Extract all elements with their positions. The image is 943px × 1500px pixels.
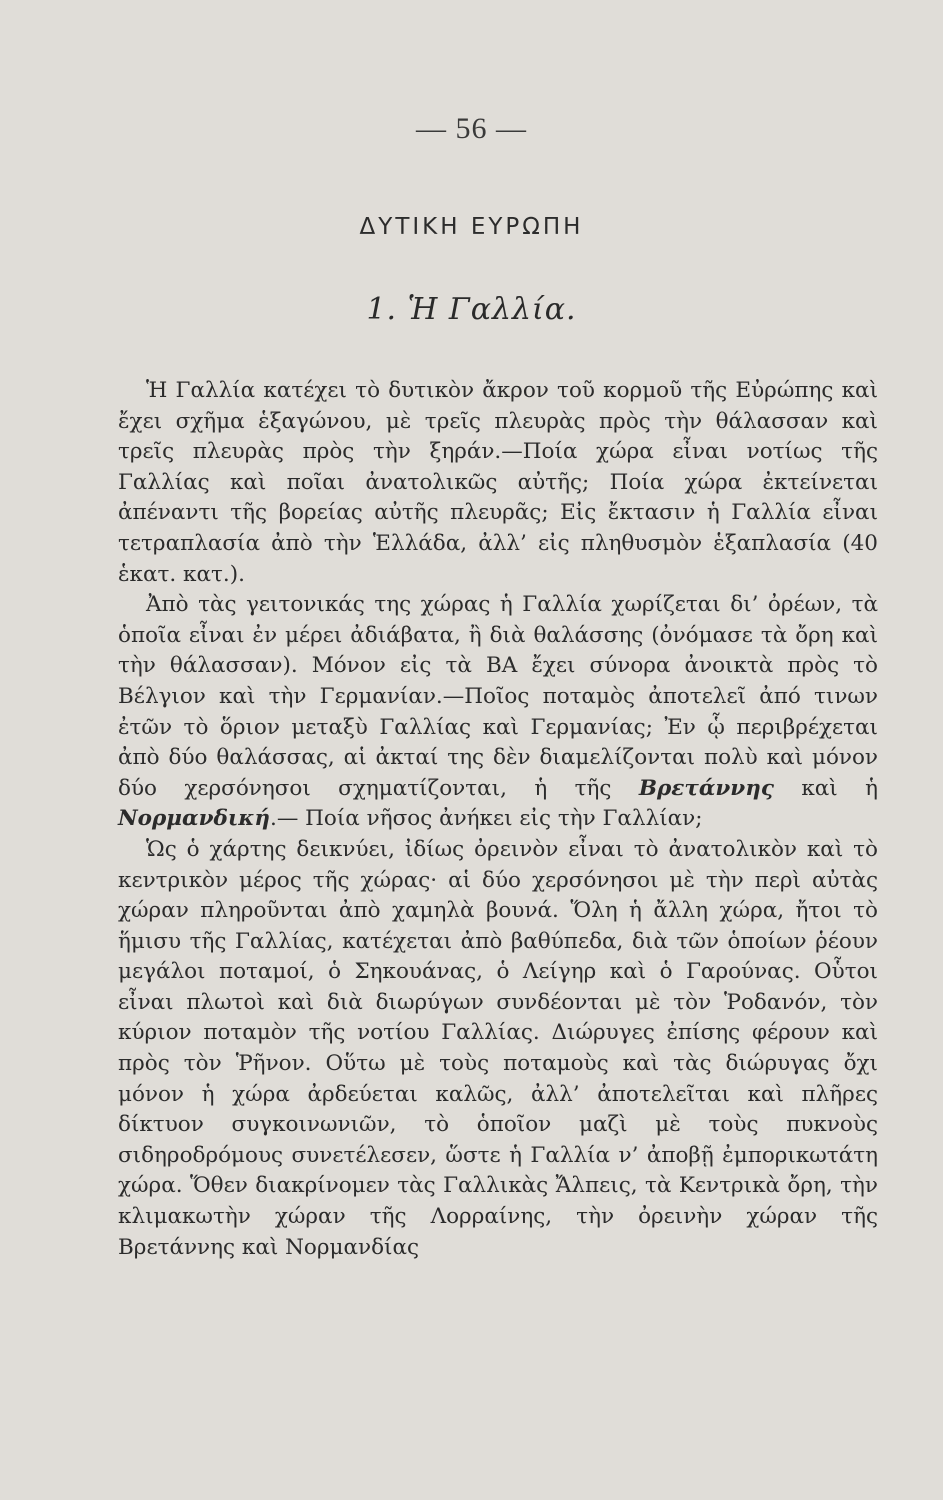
paragraph-1: Ἡ Γαλλία κατέχει τὸ δυτικὸν ἄκρον τοῦ κορμοῦ τῆς Εὐρώπης καὶ ἔχει σχῆμα ἑξαγώνου, μὲ τρεῖς πλευρὰς πρὸς τὴν θάλασσαν καὶ τρεῖς πλευρὰς πρὸς τὴν ξηράν.—Ποία χώρα εἶναι νοτίως τῆς Γαλλίας καὶ ποῖαι ἀνατολικῶς αὐτῆς; Ποία χώρα ἐκτείνεται ἀπέναντι τῆς βορείας αὐτῆς πλευρᾶς; Εἰς ἔκτασιν ἡ Γαλλία εἶναι τετραπλασία ἀπὸ τὴν Ἑλλάδα, ἀλλ’ εἰς πληθυσμὸν ἑξαπλασία (40 ἑκατ. κατ.). bbox=[118, 378, 878, 587]
paragraph-2 bbox=[118, 590, 878, 835]
page-number: — 56 — bbox=[416, 112, 527, 145]
paragraph-2-text-before: Ἀπὸ τὰς γειτονικάς της χώρας ἡ Γαλλία χωρίζεται δι’ ὀρέων, τὰ ὁποῖα εἶναι ἐν μέρει ἀδιάβατα, ἢ διὰ θαλάσσης (ὀνόμασε τὰ ὄρη καὶ τὴν θάλασσαν). Μόνον εἰς τὰ ΒΑ ἔχει σύνορα ἀνοικτὰ πρὸς τὸ Βέλγιον καὶ τὴν Γερμανίαν.—Ποῖος ποταμὸς ἀποτελεῖ ἀπό τινων ἐτῶν τὸ ὅριον μεταξὺ Γαλλίας καὶ Γερμανίας; Ἐν ᾧ περιβρέχεται ἀπὸ δύο θαλάσσας, αἱ ἀκταί της δὲν διαμελίζονται πολὺ καὶ μόνον δύο χερσόνησοι σχηματίζονται, ἡ τῆς bbox=[118, 592, 878, 801]
paragraph-2-text-middle: καὶ ἡ bbox=[773, 775, 878, 801]
term-bretagne: Βρετάννης bbox=[638, 775, 774, 801]
section-heading: ΔΥΤΙΚΗ ΕΥΡΩΠΗ bbox=[359, 214, 584, 240]
paragraph-3: Ὡς ὁ χάρτης δεικνύει, ἰδίως ὀρεινὸν εἶναι τὸ ἀνατολικὸν καὶ τὸ κεντρικὸν μέρος τῆς χώρας· αἱ δύο χερσόνησοι μὲ τὴν περὶ αὐτὰς χώραν πληροῦνται ἀπὸ χαμηλὰ βουνά. Ὅλη ἡ ἄλλη χώρα, ἤτοι τὸ ἥμισυ τῆς Γαλλίας, κατέχεται ἀπὸ βαθύπεδα, διὰ τῶν ὁποίων ῥέουν μεγάλοι ποταμοί, ὁ Σηκουάνας, ὁ Λείγηρ καὶ ὁ Γαρούνας. Οὗτοι εἶναι πλωτοὶ καὶ διὰ διωρύγων συνδέονται μὲ τὸν Ῥοδανόν, τὸν κύριον ποταμὸν τῆς νοτίου Γαλλίας. Διώρυγες ἐπίσης φέρουν καὶ πρὸς τὸν Ῥῆνον. Οὕτω μὲ τοὺς ποταμοὺς καὶ τὰς διώρυγας ὄχι μόνον ἡ χώρα ἀρδεύεται καλῶς, ἀλλ’ ἀποτελεῖται καὶ πλῆρες δίκτυον συγκοινωνιῶν, τὸ ὁποῖον μαζὶ μὲ τοὺς πυκνοὺς σιδηροδρόμους συνετέλεσεν, ὥστε ἡ Γαλλία ν’ ἀποβῇ ἐμπορικωτάτη χώρα. Ὅθεν διακρίνομεν τὰς Γαλλικὰς Ἄλπεις, τὰ Κεντρικὰ ὄρη, τὴν κλιμακωτὴν χώραν τῆς Λορραίνης, τὴν ὀρεινὴν χώραν τῆς Βρετάννης καὶ Νορμανδίας bbox=[118, 836, 878, 1260]
body-text bbox=[118, 376, 878, 1263]
paragraph-2-text-after: .— Ποία νῆσος ἀνήκει εἰς τὴν Γαλλίαν; bbox=[269, 806, 703, 832]
chapter-title: 1. Ἡ Γαλλία. bbox=[366, 292, 577, 327]
term-normandie: Νορμανδική bbox=[118, 806, 270, 832]
